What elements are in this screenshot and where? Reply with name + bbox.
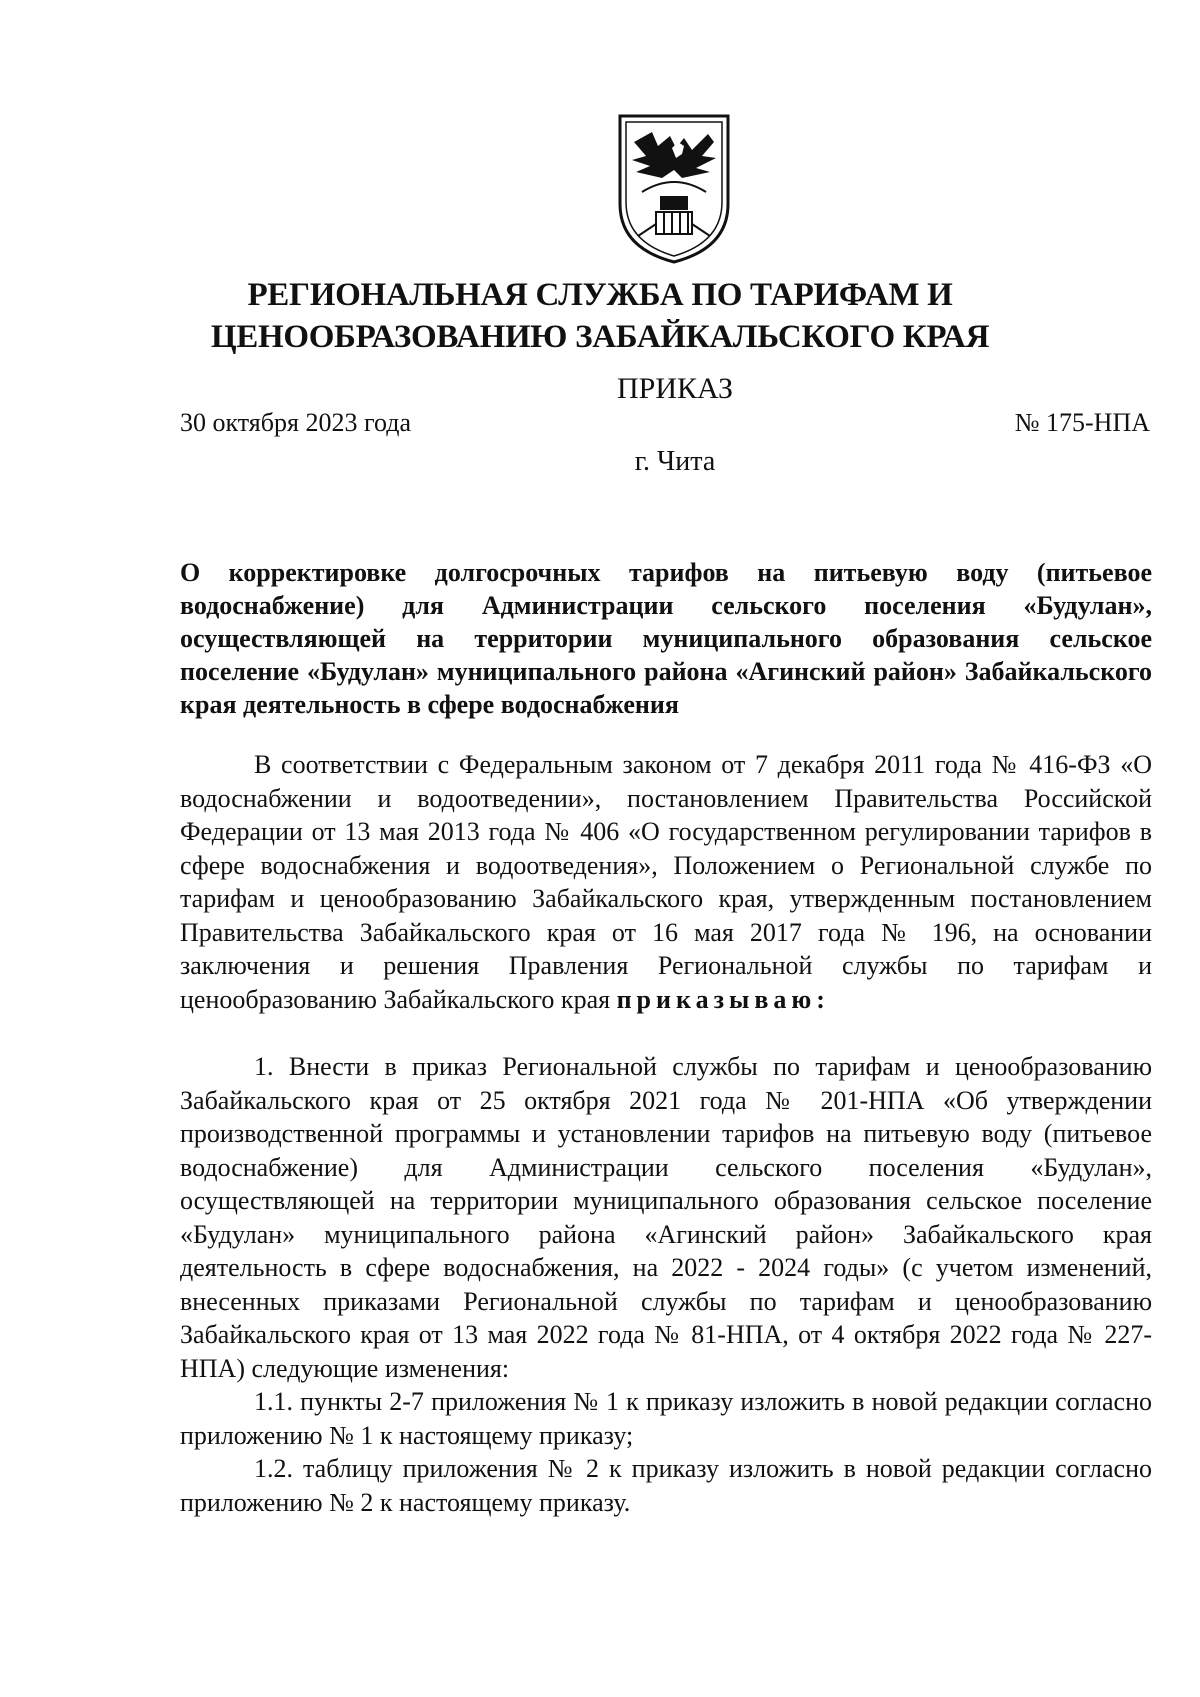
item-1-2: 1.2. таблицу приложения № 2 к приказу изложить в новой редакции согласно приложению № 2 к настоящему приказу. xyxy=(180,1454,1152,1517)
preamble-text: В соответствии с Федеральным законом от 7 декабря 2011 года № 416-ФЗ «О водоснабжении и водоотведении», постановлением Правительства Российской Федерации от 13 мая 2013 года № 406 «О государственном регулировании тарифов в сфере водоснабжения и водоотведения», Положением о Региональной службе по тарифам и ценообразованию Забайкальского края, утвержденным постановлением Правительства Забайкальского края от 16 мая 2017 года № 196, на основании заключения и решения Правления Региональной службы по тарифам и ценообразованию Забайкальского края xyxy=(180,750,1152,1014)
coat-of-arms-icon xyxy=(612,112,736,264)
organization-name xyxy=(170,274,1030,358)
item-1: 1. Внести в приказ Региональной службы по тарифам и ценообразованию Забайкальского края от 25 октября 2021 года № 201-НПА «Об утверждении производственной программы и установлении тарифов на питьевую воду (питьевое водоснабжение) для Администрации сельского поселения «Будулан», осуществляющей на территории муниципального образования сельское поселение «Будулан» муниципального района «Агинский район» Забайкальского края деятельность в сфере водоснабжения, на 2022 - 2024 годы» (с учетом изменений, внесенных приказами Региональной службы по тарифам и ценообразованию Забайкальского края от 13 мая 2022 года № 81-НПА, от 4 октября 2022 года № 227-НПА) следующие изменения: xyxy=(180,1052,1152,1383)
organization-name-line1: РЕГИОНАЛЬНАЯ СЛУЖБА ПО ТАРИФАМ И xyxy=(247,277,953,313)
document-city: г. Чита xyxy=(634,446,716,477)
document-type: ПРИКАЗ xyxy=(617,372,733,405)
document-body xyxy=(180,748,1152,1519)
document-date: 30 октября 2023 года xyxy=(180,408,411,437)
item-1-1: 1.1. пункты 2-7 приложения № 1 к приказу изложить в новой редакции согласно приложению № 1 к настоящему приказу; xyxy=(180,1387,1152,1450)
preamble-paragraph xyxy=(180,748,1152,1016)
document-subject: О корректировке долгосрочных тарифов на питьевую воду (питьевое водоснабжение) для Администрации сельского поселения «Будулан», осуществляющей на территории муниципального образования сельское поселение «Будулан» муниципального района «Агинский район» Забайкальского края деятельность в сфере водоснабжения xyxy=(180,558,1152,719)
document-number: № 175-НПА xyxy=(1014,408,1150,437)
organization-name-line2: ЦЕНООБРАЗОВАНИЮ ЗАБАЙКАЛЬСКОГО КРАЯ xyxy=(210,319,990,355)
order-word: приказываю: xyxy=(616,984,830,1014)
